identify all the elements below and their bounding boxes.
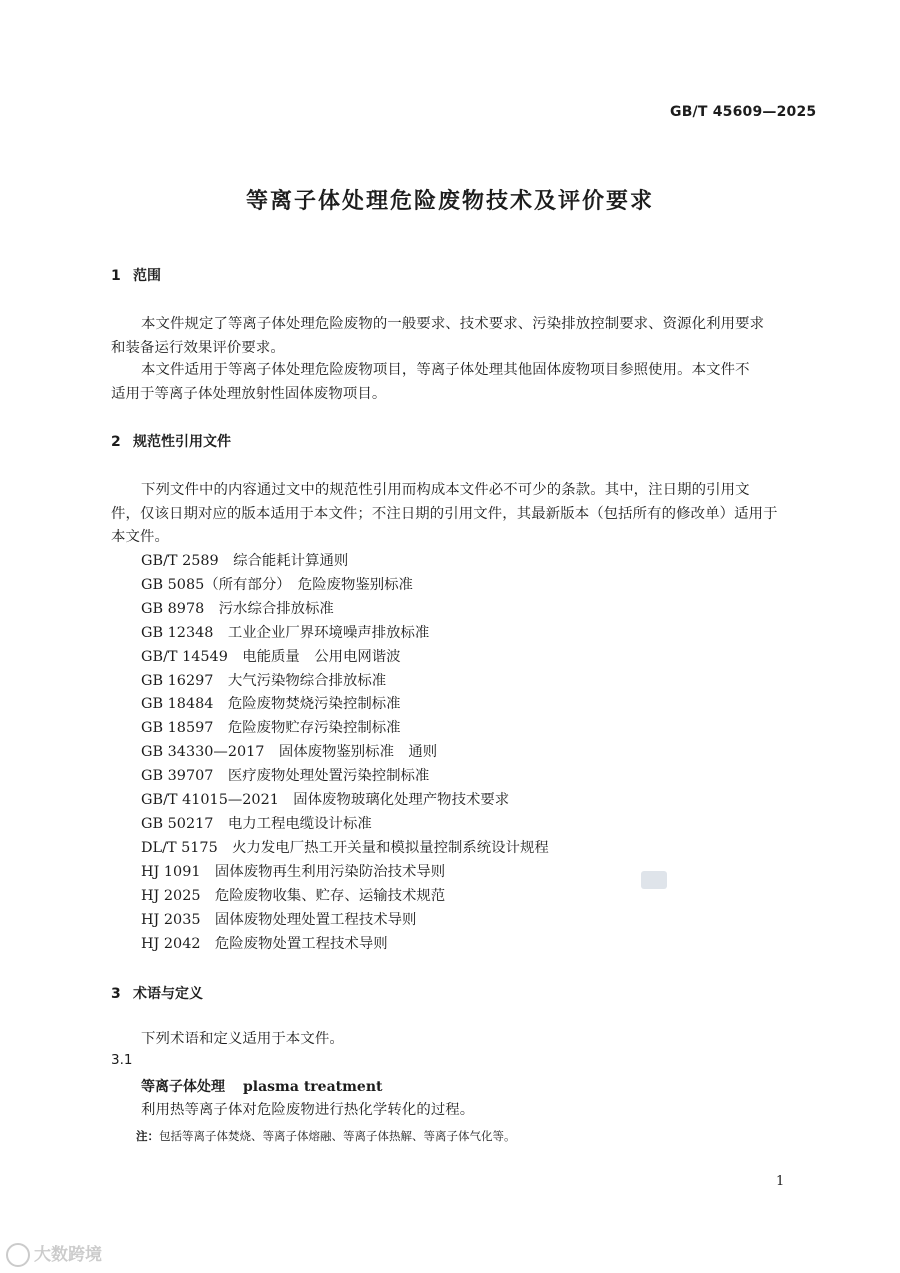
reference-item: GB 5085（所有部分） 危险废物鉴别标准 <box>141 577 413 593</box>
section-1-heading <box>111 265 161 285</box>
paragraph-line: 本文件适用于等离子体处理危险废物项目，等离子体处理其他固体废物项目参照使用。本文件不 <box>141 362 750 378</box>
term-en: plasma treatment <box>243 1079 383 1095</box>
note-label: 注： <box>136 1129 159 1143</box>
page-number: 1 <box>776 1174 785 1189</box>
reference-item: HJ 2025 危险废物收集、贮存、运输技术规范 <box>141 888 446 904</box>
reference-item: GB 12348 工业企业厂界环境噪声排放标准 <box>141 625 430 641</box>
paragraph-line: 本文件规定了等离子体处理危险废物的一般要求、技术要求、污染排放控制要求、资源化利用要求 <box>141 316 765 332</box>
reference-item: DL/T 5175 火力发电厂热工开关量和模拟量控制系统设计规程 <box>141 840 549 856</box>
paragraph-line: 适用于等离子体处理放射性固体废物项目。 <box>111 386 387 402</box>
reference-item: GB 18484 危险废物焚烧污染控制标准 <box>141 696 401 712</box>
section-number: 1 <box>111 268 121 284</box>
reference-item: GB 34330—2017 固体废物鉴别标准 通则 <box>141 744 438 760</box>
paragraph-line: 下列文件中的内容通过文中的规范性引用而构成本文件必不可少的条款。其中，注日期的引用文 <box>141 482 750 498</box>
reference-item: HJ 2035 固体废物处理处置工程技术导则 <box>141 912 417 928</box>
reference-item: HJ 1091 固体废物再生利用污染防治技术导则 <box>141 864 446 880</box>
standard-code: GB/T 45609—2025 <box>670 104 817 120</box>
section-number: 3 <box>111 986 121 1002</box>
reference-item: GB/T 14549 电能质量 公用电网谐波 <box>141 649 401 665</box>
reference-item: GB 50217 电力工程电缆设计标准 <box>141 816 372 832</box>
paragraph-line: 本文件。 <box>111 529 169 545</box>
watermark-text: 大数跨境 <box>34 1245 102 1265</box>
term-number: 3.1 <box>111 1052 133 1068</box>
term-heading <box>141 1076 382 1096</box>
reference-item: HJ 2042 危险废物处置工程技术导则 <box>141 936 388 952</box>
brand-watermark <box>6 1240 102 1267</box>
reference-item: GB 16297 大气污染物综合排放标准 <box>141 673 387 689</box>
reference-item: GB/T 2589 综合能耗计算通则 <box>141 553 349 569</box>
reference-item: GB/T 41015—2021 固体废物玻璃化处理产物技术要求 <box>141 792 510 808</box>
note-text: 包括等离子体焚烧、等离子体熔融、等离子体热解、等离子体气化等。 <box>159 1129 516 1143</box>
document-title: 等离子体处理危险废物技术及评价要求 <box>245 189 654 214</box>
term-note <box>136 1128 516 1144</box>
section-3-heading <box>111 983 203 1003</box>
watermark-logo-icon <box>641 871 667 889</box>
reference-item: GB 39707 医疗废物处理处置污染控制标准 <box>141 768 430 784</box>
section-title: 范围 <box>133 268 161 284</box>
term-zh: 等离子体处理 <box>141 1079 225 1095</box>
brand-logo-icon <box>6 1243 30 1267</box>
section-title: 术语与定义 <box>133 986 203 1002</box>
section-2-heading <box>111 431 231 451</box>
section-title: 规范性引用文件 <box>133 434 231 450</box>
paragraph-line: 和装备运行效果评价要求。 <box>111 340 285 356</box>
term-definition: 利用热等离子体对危险废物进行热化学转化的过程。 <box>141 1102 475 1118</box>
reference-item: GB 8978 污水综合排放标准 <box>141 601 334 617</box>
paragraph-line: 件，仅该日期对应的版本适用于本文件；不注日期的引用文件，其最新版本（包括所有的修改单）适用于 <box>111 506 778 522</box>
section-number: 2 <box>111 434 121 450</box>
paragraph-line: 下列术语和定义适用于本文件。 <box>141 1031 344 1047</box>
reference-item: GB 18597 危险废物贮存污染控制标准 <box>141 720 401 736</box>
